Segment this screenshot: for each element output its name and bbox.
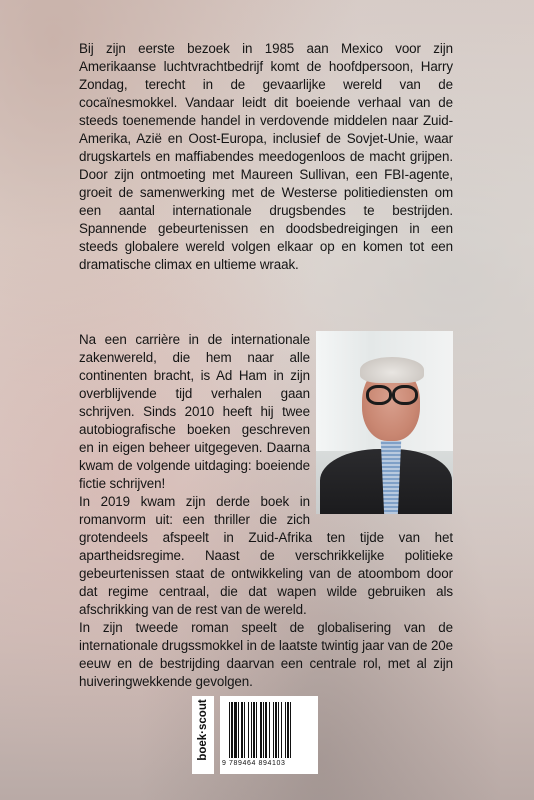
publisher-logo <box>192 696 214 774</box>
publisher-name: boek·scout <box>197 699 209 761</box>
author-photo <box>316 331 453 514</box>
barcode-bars <box>229 702 311 758</box>
isbn-number: 9 789464 894103 <box>222 760 286 767</box>
barcode-bar <box>241 702 243 758</box>
barcode-bar <box>285 702 286 758</box>
isbn-barcode <box>220 696 318 774</box>
bio-paragraph-2: In 2019 kwam zijn derde boek in romanvorm uit: een thriller die zich grotendeels afspeelt in Zuid-Afrika ten tijde van het apartheidsregime. Naast de verschrikkelijke politieke gebeurtenissen staat de ontwikkeling van de atoombom door dat regime centraal, die dat wapen wilde gebruiken als afschrikking van de rest van de wereld. <box>79 494 453 617</box>
barcode-bar <box>265 702 267 758</box>
barcode-bar <box>244 702 245 758</box>
bio-paragraph-1: Na een carrière in de internationale zakenwereld, die hem naar alle continenten bracht, is Ad Ham in zijn overblijvende tijd verhalen gaan schrijven. Sinds 2010 heeft hij twee autobiografische boeken geschreven en in eigen beheer uitgegeven. Daarna kwam de volgende uitdaging: boeiende fictie schrijven! <box>79 332 310 491</box>
barcode-bar <box>229 702 230 758</box>
barcode-bar <box>287 702 289 758</box>
barcode-bar <box>251 702 252 758</box>
barcode-bar <box>256 702 257 758</box>
barcode-bar <box>234 702 237 758</box>
bio-paragraph-3: In zijn tweede roman speelt de globalisering van de internationale drugssmokkel in de laatste twintig jaar van de 20e eeuw en de bestrijding daarvan een centrale rol, met al zijn huiveringwekkende gevolgen. <box>79 620 453 689</box>
barcode-bar <box>253 702 255 758</box>
barcode-bar <box>238 702 239 758</box>
barcode-bar <box>231 702 233 758</box>
barcode-bar <box>281 702 282 758</box>
barcode-bar <box>263 702 264 758</box>
barcode-bar <box>275 702 277 758</box>
barcode-bar <box>278 702 279 758</box>
barcode-bar <box>269 702 270 758</box>
back-cover-blurb: Bij zijn eerste bezoek in 1985 aan Mexico voor zijn Amerikaanse luchtvrachtbedrijf komt de hoofdpersoon, Harry Zondag, terecht in de gevaarlijke wereld van de cocaïnesmokkel. Vandaar leidt dit boeiende verhaal van de steeds toenemende handel in verdovende middelen naar Zuid-Amerika, Azië en Oost-Europa, inclusief de Sovjet-Unie, waar drugskartels en maffiabendes meedogenloos de macht grijpen. Door zijn ontmoeting met Maureen Sullivan, een FBI-agente, groeit de samenwerking met de Westerse politiediensten om een aantal internationale drugsbendes te bestrijden. Spannende gebeurtenissen en doodsbedreigingen in een steeds globalere wereld volgen elkaar op en komen tot een dramatische climax en ultieme wraak. <box>79 41 453 272</box>
barcode-bar <box>260 702 262 758</box>
barcode-bar <box>290 702 291 758</box>
author-bio <box>79 331 453 691</box>
barcode-bar <box>273 702 274 758</box>
barcode-bar <box>248 702 249 758</box>
